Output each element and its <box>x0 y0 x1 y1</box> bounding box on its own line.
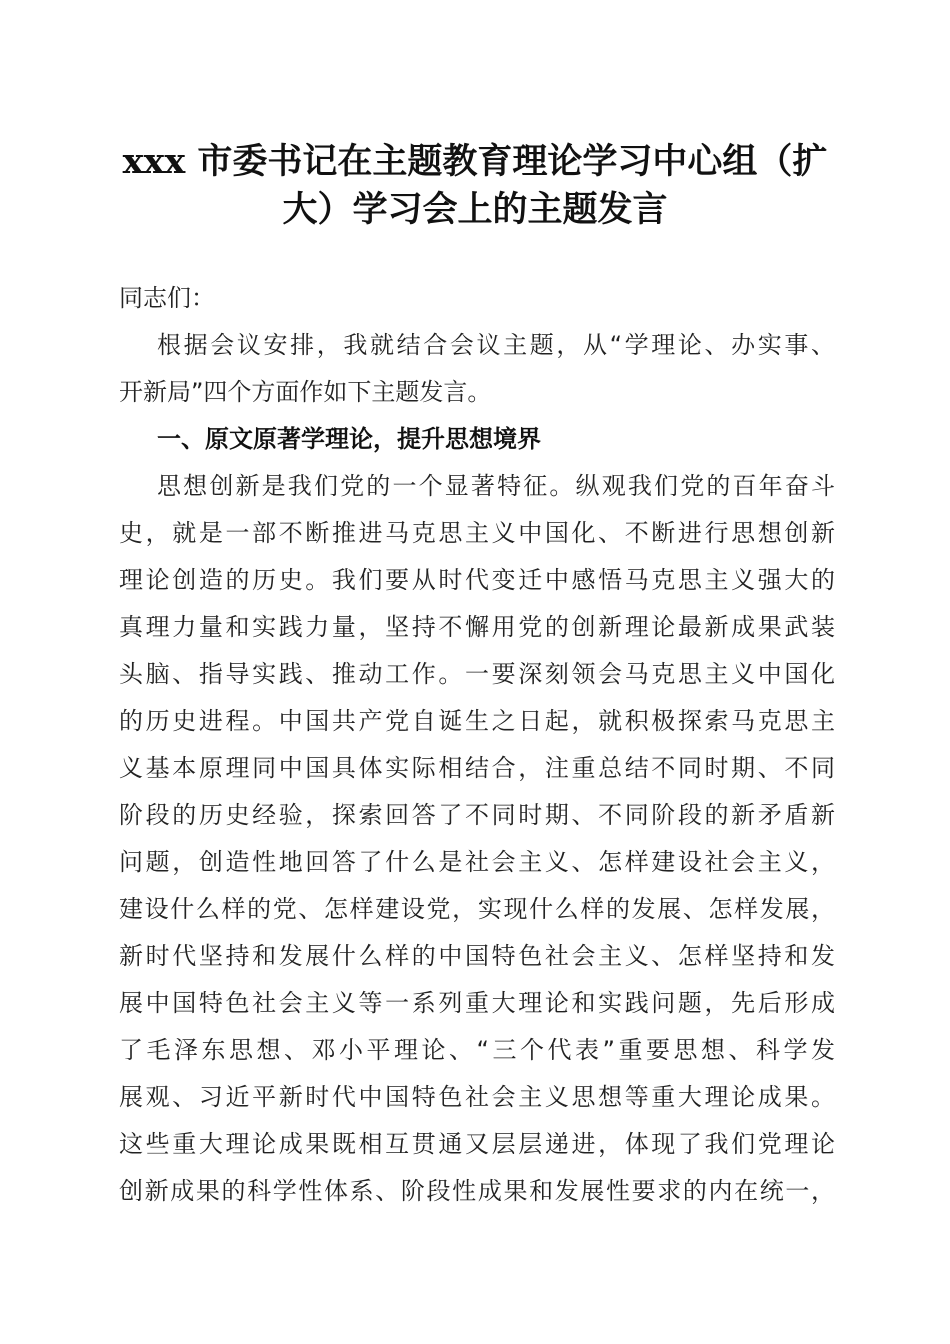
section-1-line: 头脑、指导实践、推动工作。一要深刻领会马克思主义中国化 <box>119 660 835 688</box>
section-1-line: 了毛泽东思想、邓小平理论、“三个代表”重要思想、科学发 <box>119 1036 835 1064</box>
section-1-line: 建设什么样的党、怎样建设党，实现什么样的发展、怎样发展， <box>119 895 835 923</box>
section-1-line: 创新成果的科学性体系、阶段性成果和发展性要求的内在统一， <box>119 1177 835 1205</box>
section-1-line: 展中国特色社会主义等一系列重大理论和实践问题，先后形成 <box>119 989 835 1017</box>
section-1-heading: 一、原文原著学理论，提升思想境界 <box>157 425 541 453</box>
title-line-2: 大）学习会上的主题发言 <box>282 189 668 230</box>
section-1-line: 的历史进程。中国共产党自诞生之日起，就积极探索马克思主 <box>119 707 835 735</box>
section-1-line: 这些重大理论成果既相互贯通又层层递进，体现了我们党理论 <box>119 1130 835 1158</box>
document-title <box>100 138 850 234</box>
intro-line-2: 开新局”四个方面作如下主题发言。 <box>119 378 492 406</box>
intro-line-1: 根据会议安排，我就结合会议主题，从“学理论、办实事、 <box>157 331 835 359</box>
section-1-line: 问题，创造性地回答了什么是社会主义、怎样建设社会主义， <box>119 848 835 876</box>
section-1-line: 展观、习近平新时代中国特色社会主义思想等重大理论成果。 <box>119 1083 835 1111</box>
section-1-line: 史，就是一部不断推进马克思主义中国化、不断进行思想创新 <box>119 519 835 547</box>
salutation: 同志们： <box>119 284 215 312</box>
document-body <box>119 275 835 1215</box>
section-1-line: 理论创造的历史。我们要从时代变迁中感悟马克思主义强大的 <box>119 566 835 594</box>
section-1-line: 思想创新是我们党的一个显著特征。纵观我们党的百年奋斗 <box>157 472 835 500</box>
section-1-line: 阶段的历史经验，探索回答了不同时期、不同阶段的新矛盾新 <box>119 801 835 829</box>
section-1-line: 义基本原理同中国具体实际相结合，注重总结不同时期、不同 <box>119 754 835 782</box>
section-1-line: 真理力量和实践力量，坚持不懈用党的创新理论最新成果武装 <box>119 613 835 641</box>
section-1-line: 新时代坚持和发展什么样的中国特色社会主义、怎样坚持和发 <box>119 942 835 970</box>
title-line-1: xxx 市委书记在主题教育理论学习中心组（扩 <box>122 141 828 182</box>
